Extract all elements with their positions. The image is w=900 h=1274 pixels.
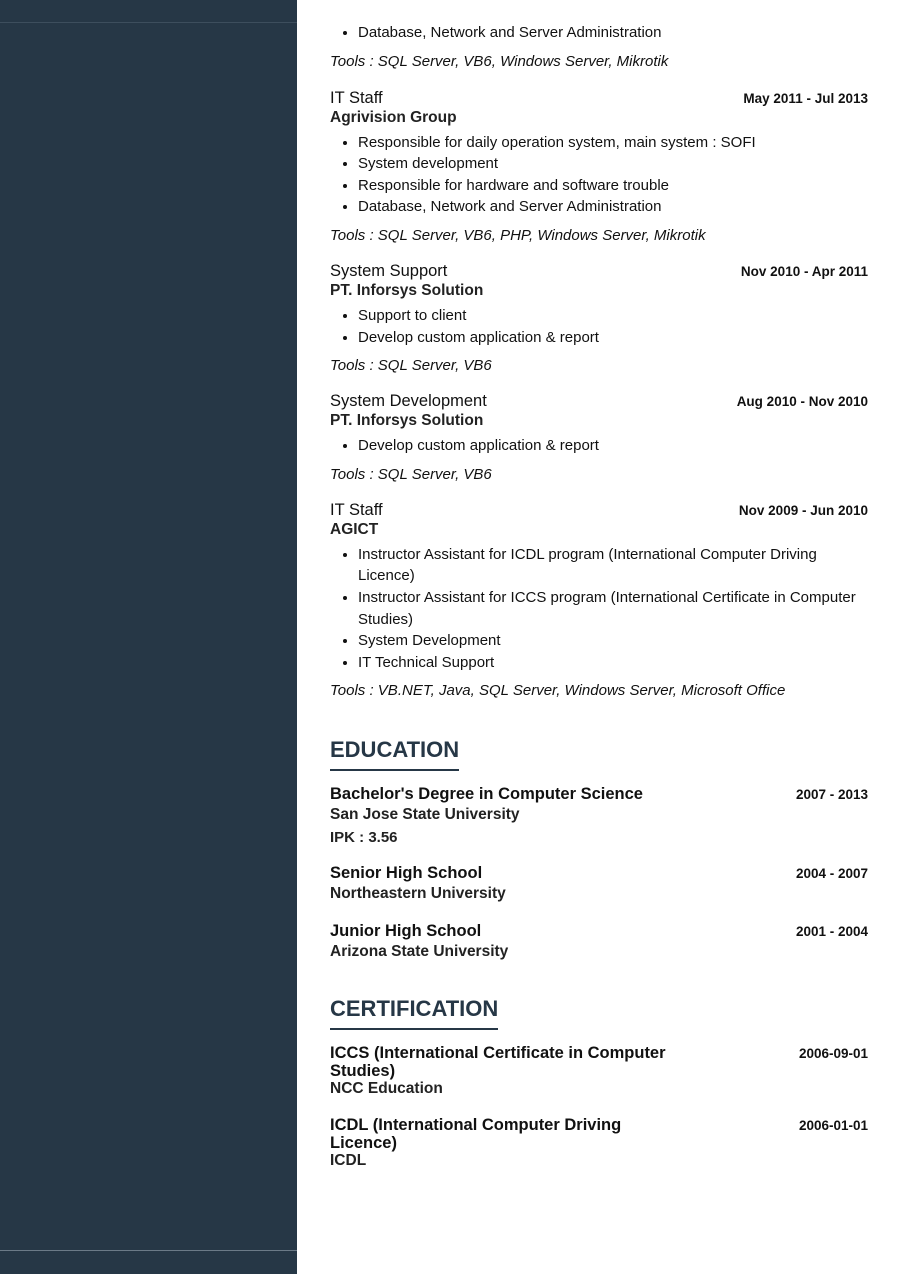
certification-date: 2006-01-01 <box>798 1118 868 1134</box>
job-organization: Agrivision Group <box>330 108 457 126</box>
list-item: • System development <box>358 153 868 175</box>
education-entry <box>330 922 868 962</box>
job-tools: Tools : SQL Server, VB6 <box>330 357 492 375</box>
job-date: Nov 2009 - Jun 2010 <box>738 502 868 518</box>
education-date: 2004 - 2007 <box>795 866 868 882</box>
bullet-list <box>330 22 868 44</box>
degree-title: Junior High School <box>330 922 482 941</box>
list-item: • Responsible for daily operation system, main system : SOFI <box>358 132 868 154</box>
sidebar-divider-bottom <box>0 1250 297 1251</box>
job-date: Nov 2010 - Apr 2011 <box>740 263 868 279</box>
job-entry <box>330 501 868 702</box>
job-entry <box>330 392 868 485</box>
education-heading: EDUCATION <box>330 737 459 771</box>
list-item: • Database, Network and Server Administration <box>358 196 868 218</box>
sidebar <box>0 0 297 1274</box>
certification-date: 2006-09-01 <box>798 1046 868 1062</box>
previous-job-fragment <box>330 0 868 72</box>
job-date: Aug 2010 - Nov 2010 <box>736 394 868 410</box>
job-title: IT Staff <box>330 88 383 107</box>
degree-title: Senior High School <box>330 864 483 883</box>
job-organization: AGICT <box>330 520 379 538</box>
list-item: • Develop custom application & report <box>358 435 868 457</box>
job-organization: PT. Inforsys Solution <box>330 281 484 299</box>
school-name: San Jose State University <box>330 806 520 824</box>
list-item: • Database, Network and Server Administration <box>358 22 868 44</box>
certification-issuer: ICDL <box>330 1152 367 1170</box>
bullet-list <box>330 132 868 218</box>
job-entry <box>330 262 868 376</box>
main-content <box>330 0 868 1188</box>
list-item: • Support to client <box>358 305 868 327</box>
job-tools: Tools : SQL Server, VB6, Windows Server, Mikrotik <box>330 52 669 70</box>
gpa-note: IPK : 3.56 <box>330 829 398 847</box>
job-organization: PT. Inforsys Solution <box>330 412 484 430</box>
degree-title: Bachelor's Degree in Computer Science <box>330 785 643 804</box>
certification-entry <box>330 1116 868 1170</box>
education-list <box>330 785 868 962</box>
list-item: • Develop custom application & report <box>358 327 868 349</box>
job-title: IT Staff <box>330 500 383 519</box>
school-name: Northeastern University <box>330 885 506 903</box>
certification-issuer: NCC Education <box>330 1080 443 1098</box>
education-date: 2007 - 2013 <box>795 787 868 803</box>
sidebar-divider-top <box>0 22 297 23</box>
job-date: May 2011 - Jul 2013 <box>743 90 868 106</box>
job-title: System Support <box>330 261 448 280</box>
bullet-list <box>330 305 868 348</box>
education-entry <box>330 864 868 904</box>
list-item: • System Development <box>358 630 868 652</box>
bullet-list <box>330 435 868 457</box>
list-item: • IT Technical Support <box>358 652 868 674</box>
job-tools: Tools : SQL Server, VB6 <box>330 465 492 483</box>
education-entry <box>330 785 868 846</box>
job-entry <box>330 89 868 246</box>
list-item: • Responsible for hardware and software trouble <box>358 175 868 197</box>
certification-heading: CERTIFICATION <box>330 996 498 1030</box>
bullet-list <box>330 544 868 674</box>
certification-list <box>330 1044 868 1170</box>
education-date: 2001 - 2004 <box>795 924 868 940</box>
job-tools: Tools : SQL Server, VB6, PHP, Windows Server, Mikrotik <box>330 226 706 244</box>
job-title: System Development <box>330 392 487 411</box>
list-item: • Instructor Assistant for ICDL program (International Computer Driving Licence) <box>358 544 868 587</box>
certification-entry <box>330 1044 868 1098</box>
certification-title: ICDL (International Computer Driving Licence) <box>330 1116 622 1153</box>
job-tools: Tools : VB.NET, Java, SQL Server, Windows Server, Microsoft Office <box>330 682 786 700</box>
list-item: • Instructor Assistant for ICCS program (International Certificate in Computer Studies) <box>358 587 868 630</box>
certification-title: ICCS (International Certificate in Computer Studies) <box>330 1044 666 1081</box>
school-name: Arizona State University <box>330 943 509 961</box>
